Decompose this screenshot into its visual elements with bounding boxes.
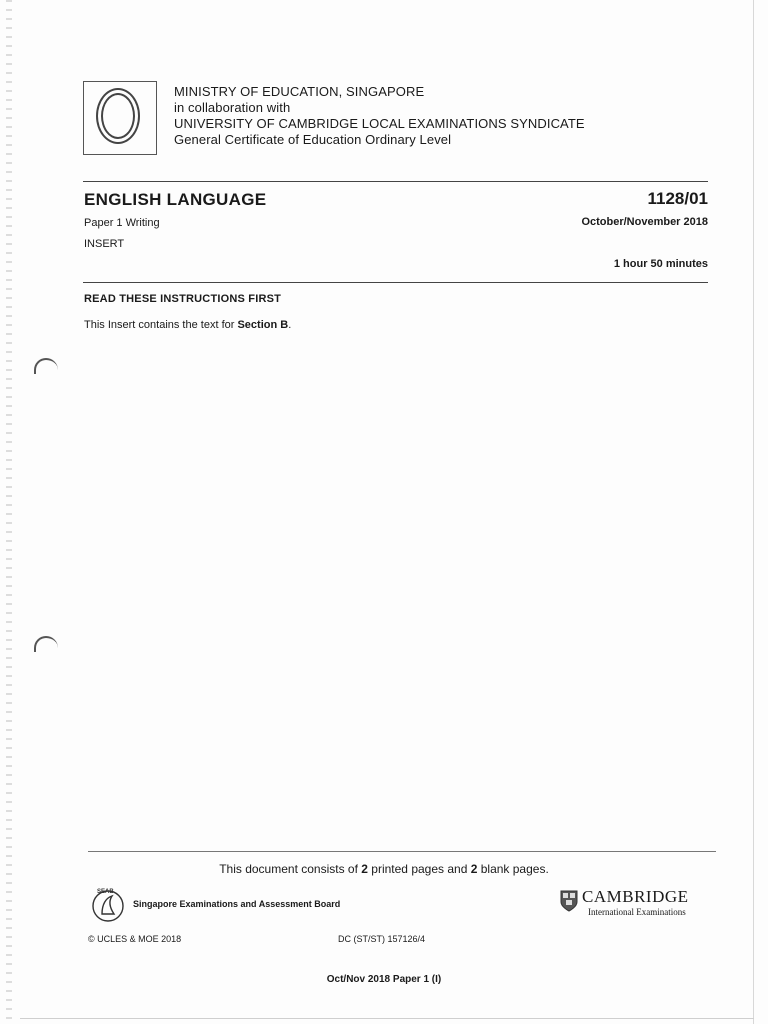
certificate-line: General Certificate of Education Ordinary Level	[174, 132, 452, 147]
seab-logo-icon	[88, 884, 128, 924]
paper-reference: Oct/Nov 2018 Paper 1 (I)	[326, 974, 442, 985]
copyright-notice: © UCLES & MOE 2018	[88, 934, 182, 944]
instructions-section: Section B	[237, 319, 289, 331]
page-edge-bottom	[20, 1018, 754, 1019]
pages-text: This document consists of	[219, 862, 362, 876]
pages-text: blank pages.	[477, 862, 549, 876]
cambridge-subtitle: International Examinations	[588, 907, 686, 917]
blank-pages-count: 2	[470, 862, 478, 876]
collab-line: in collaboration with	[174, 100, 291, 115]
paper-name: Paper 1 Writing	[84, 217, 160, 229]
page-count-statement	[0, 862, 768, 876]
syllabus-code: 1128/01	[647, 189, 708, 208]
printed-pages-count: 2	[361, 862, 368, 876]
pages-text: printed pages and	[367, 862, 471, 876]
insert-label: INSERT	[84, 238, 125, 250]
subject-title: ENGLISH LANGUAGE	[84, 190, 267, 209]
punch-hole-mark	[34, 636, 58, 652]
instructions-text-after: .	[288, 319, 292, 331]
cambridge-crest-icon	[560, 890, 578, 912]
header-rule	[83, 181, 708, 182]
instructions-text-before: This Insert contains the text for	[84, 319, 238, 331]
seab-name: Singapore Examinations and Assessment Board	[133, 899, 341, 909]
footer-rule	[88, 851, 716, 852]
document-code: DC (ST/ST) 157126/4	[338, 934, 426, 944]
o-level-letter	[96, 88, 140, 144]
seab-logo-text: SEAB	[97, 889, 114, 895]
instructions-rule	[83, 282, 708, 283]
cambridge-name: CAMBRIDGE	[582, 887, 689, 906]
exam-session: October/November 2018	[581, 216, 708, 228]
ministry-line: MINISTRY OF EDUCATION, SINGAPORE	[174, 84, 425, 99]
instructions-heading: READ THESE INSTRUCTIONS FIRST	[84, 293, 282, 305]
university-line: UNIVERSITY OF CAMBRIDGE LOCAL EXAMINATIONS SYNDICATE	[174, 116, 585, 131]
instructions-text	[84, 319, 291, 331]
punch-hole-mark	[34, 358, 58, 374]
exam-duration: 1 hour 50 minutes	[613, 258, 708, 270]
